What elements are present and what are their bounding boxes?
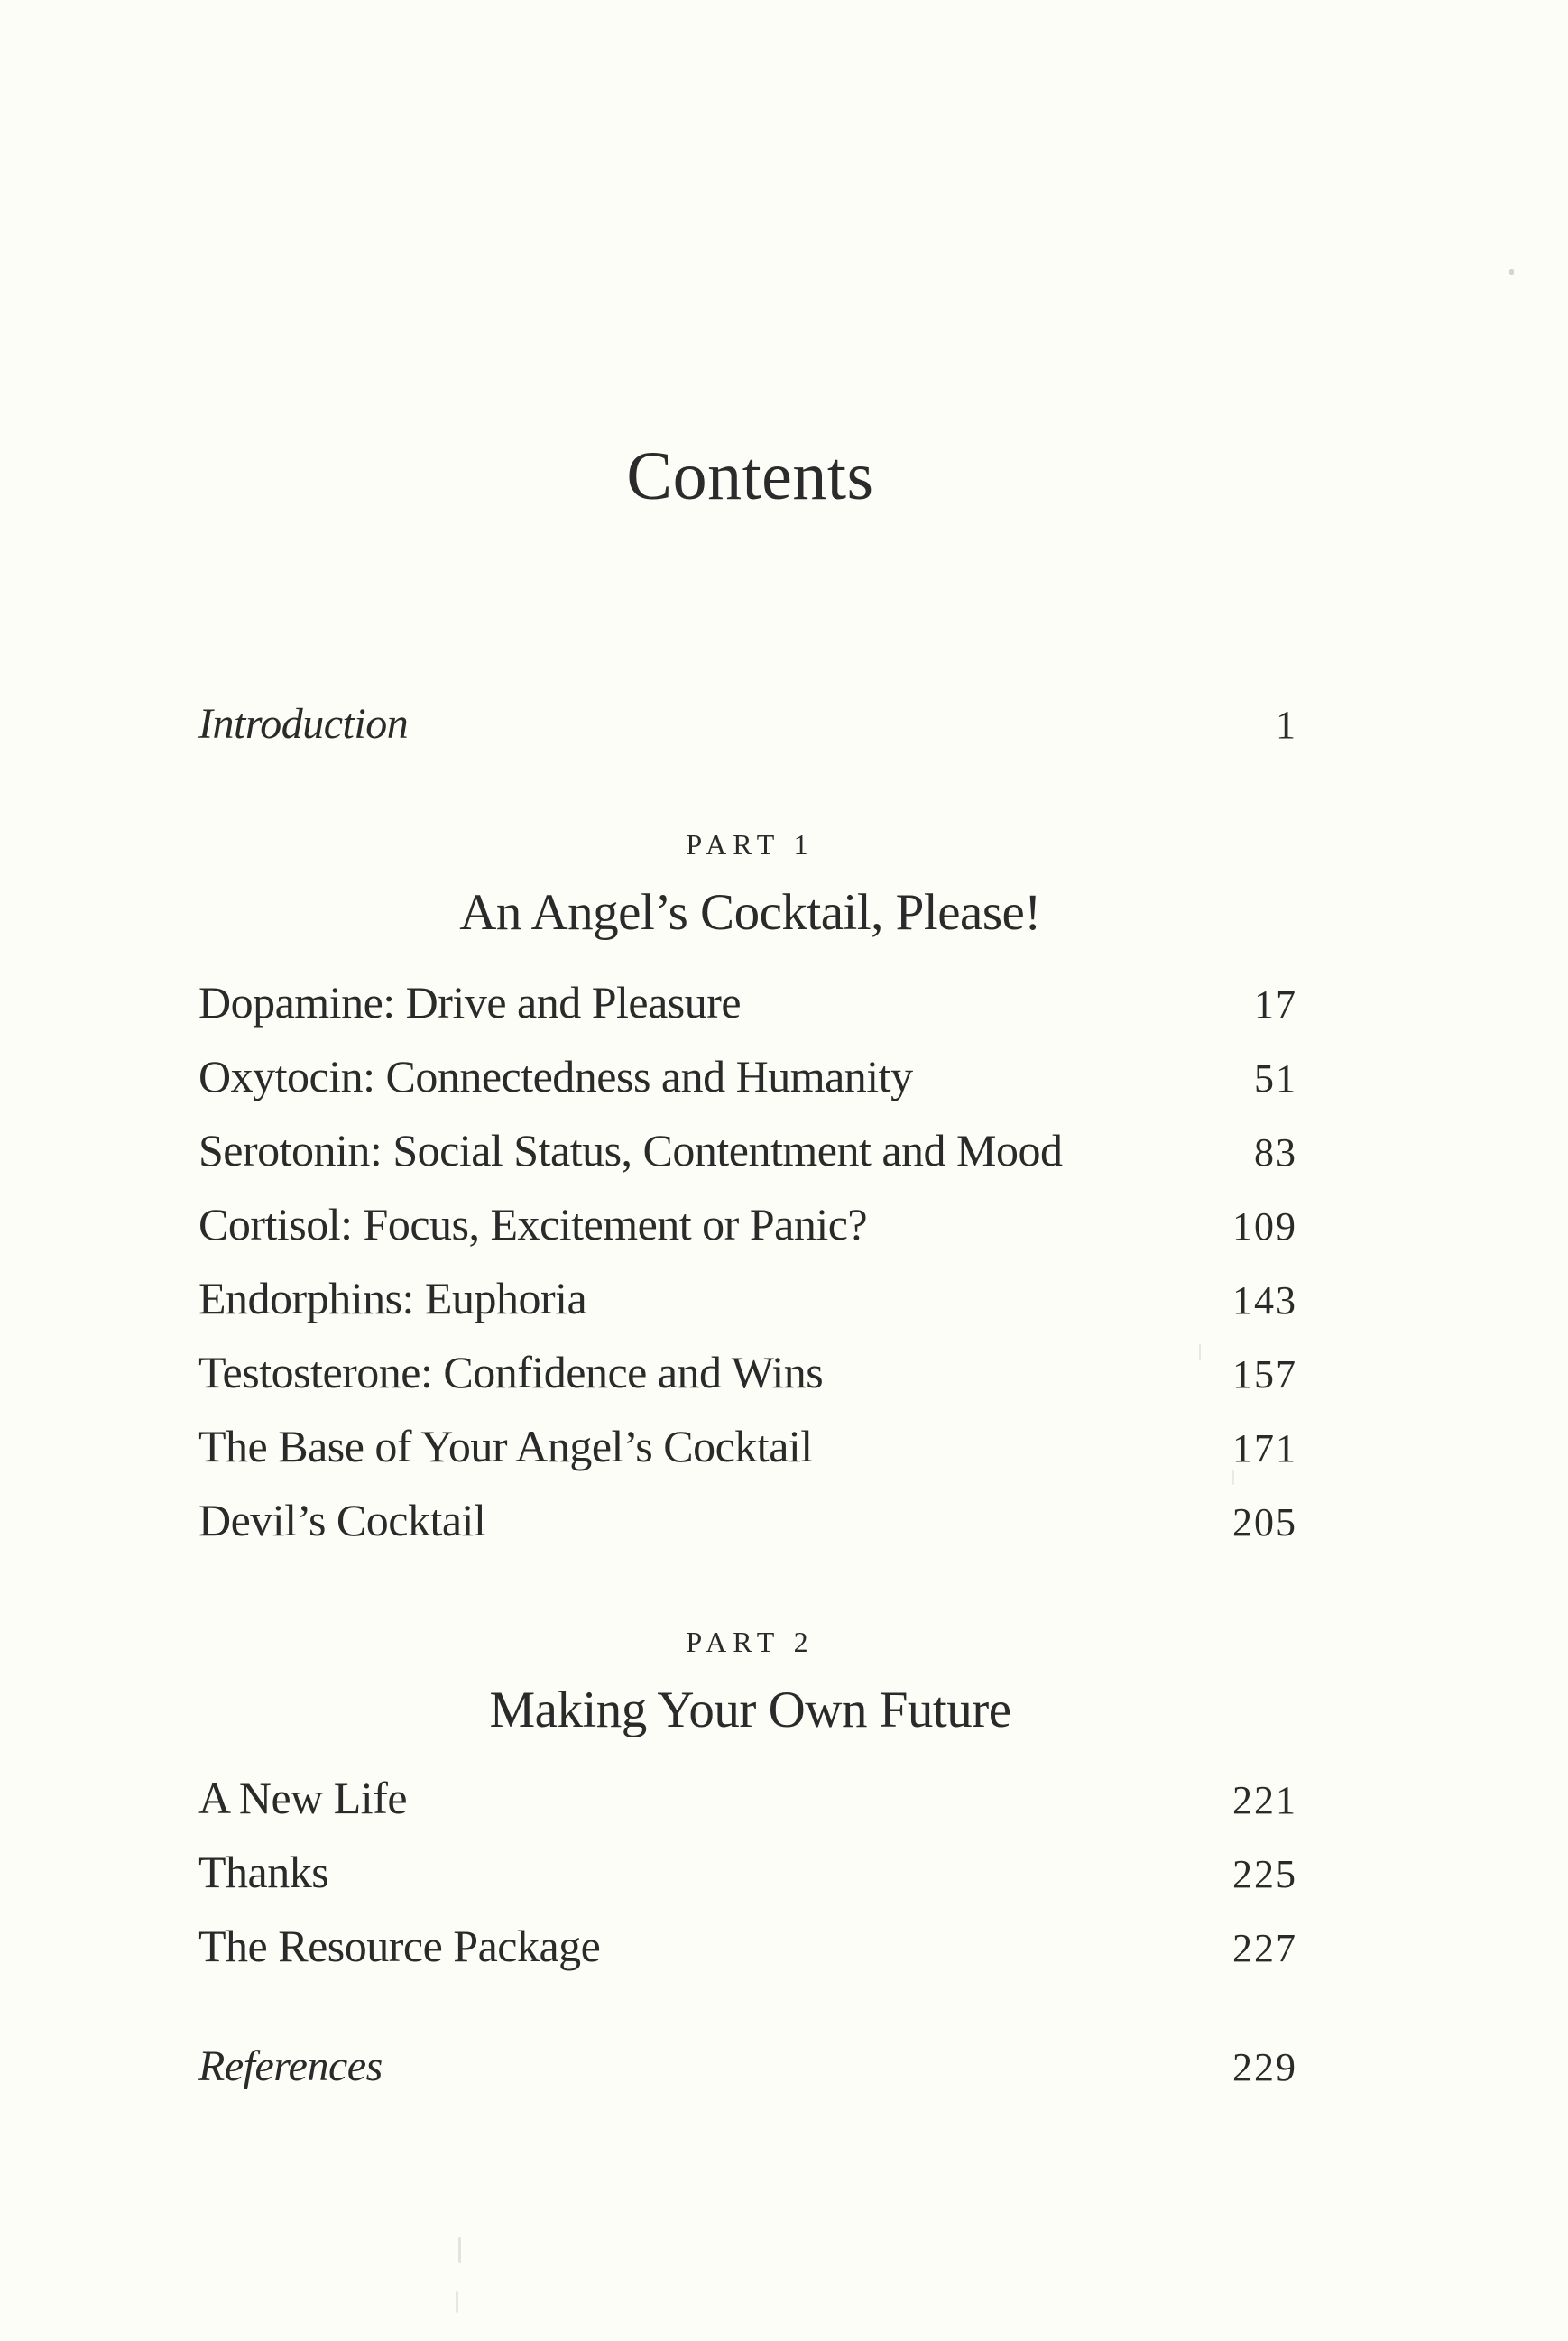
toc-entry-page: 51 (1254, 1056, 1297, 1101)
toc-entry[interactable] (198, 1341, 1297, 1404)
toc-entry[interactable] (198, 1488, 1297, 1552)
scan-speck (1199, 1344, 1201, 1360)
toc-entry[interactable] (198, 1267, 1297, 1330)
toc-entry-page: 229 (1232, 2045, 1297, 2089)
toc-entry-label: A New Life (198, 1773, 408, 1823)
toc-entry[interactable] (198, 1045, 1297, 1108)
part-1-label: PART 1 (686, 828, 815, 861)
toc-entry[interactable] (198, 1193, 1297, 1256)
toc-entry[interactable] (198, 1119, 1297, 1182)
part-1-title: An Angel’s Cocktail, Please! (459, 884, 1041, 941)
toc-entry[interactable] (198, 1840, 1297, 1903)
page-title: Contents (626, 438, 874, 514)
scan-speck (1232, 1470, 1234, 1485)
scan-speck (1509, 269, 1514, 275)
toc-entry-page: 109 (1232, 1204, 1297, 1249)
part-2-title: Making Your Own Future (489, 1682, 1011, 1738)
toc-entry-label: Endorphins: Euphoria (198, 1273, 587, 1323)
toc-entry-page: 227 (1232, 1926, 1297, 1970)
toc-entry-label: Introduction (198, 700, 409, 748)
toc-entry-page: 157 (1232, 1352, 1297, 1396)
toc-entry[interactable] (198, 1766, 1297, 1829)
scan-speck (456, 2291, 458, 2313)
toc-entry-page: 17 (1254, 982, 1297, 1027)
toc-entry-label: Testosterone: Confidence and Wins (198, 1347, 824, 1397)
toc-entry[interactable] (198, 971, 1297, 1034)
toc-entry[interactable] (198, 1415, 1297, 1478)
toc-entry-page: 143 (1232, 1278, 1297, 1323)
toc-entry-page: 225 (1232, 1852, 1297, 1896)
toc-entry-label: Cortisol: Focus, Excitement or Panic? (198, 1199, 868, 1249)
toc-entry-label: Serotonin: Social Status, Contentment and Mood (198, 1125, 1063, 1175)
toc-entry-label: Devil’s Cocktail (198, 1495, 486, 1545)
toc-entry[interactable] (198, 1914, 1297, 1977)
toc-entry-page: 83 (1254, 1130, 1297, 1175)
scan-speck (458, 2237, 461, 2263)
toc-entry-page: 205 (1232, 1500, 1297, 1544)
toc-entry-label: Thanks (198, 1847, 329, 1897)
toc-entry-page: 1 (1276, 703, 1297, 747)
part-2-label: PART 2 (686, 1626, 815, 1658)
toc-entry-page: 221 (1232, 1778, 1297, 1822)
toc-entry-label: References (198, 2042, 383, 2090)
toc-entry-page: 171 (1232, 1426, 1297, 1470)
toc-entry-introduction[interactable] (198, 693, 1297, 756)
toc-entry-label: The Base of Your Angel’s Cocktail (198, 1421, 813, 1471)
toc-entry-references[interactable] (198, 2035, 1297, 2098)
toc-entry-label: Oxytocin: Connectedness and Humanity (198, 1051, 913, 1101)
toc-entry-label: The Resource Package (198, 1921, 601, 1971)
toc-entry-label: Dopamine: Drive and Pleasure (198, 977, 742, 1028)
